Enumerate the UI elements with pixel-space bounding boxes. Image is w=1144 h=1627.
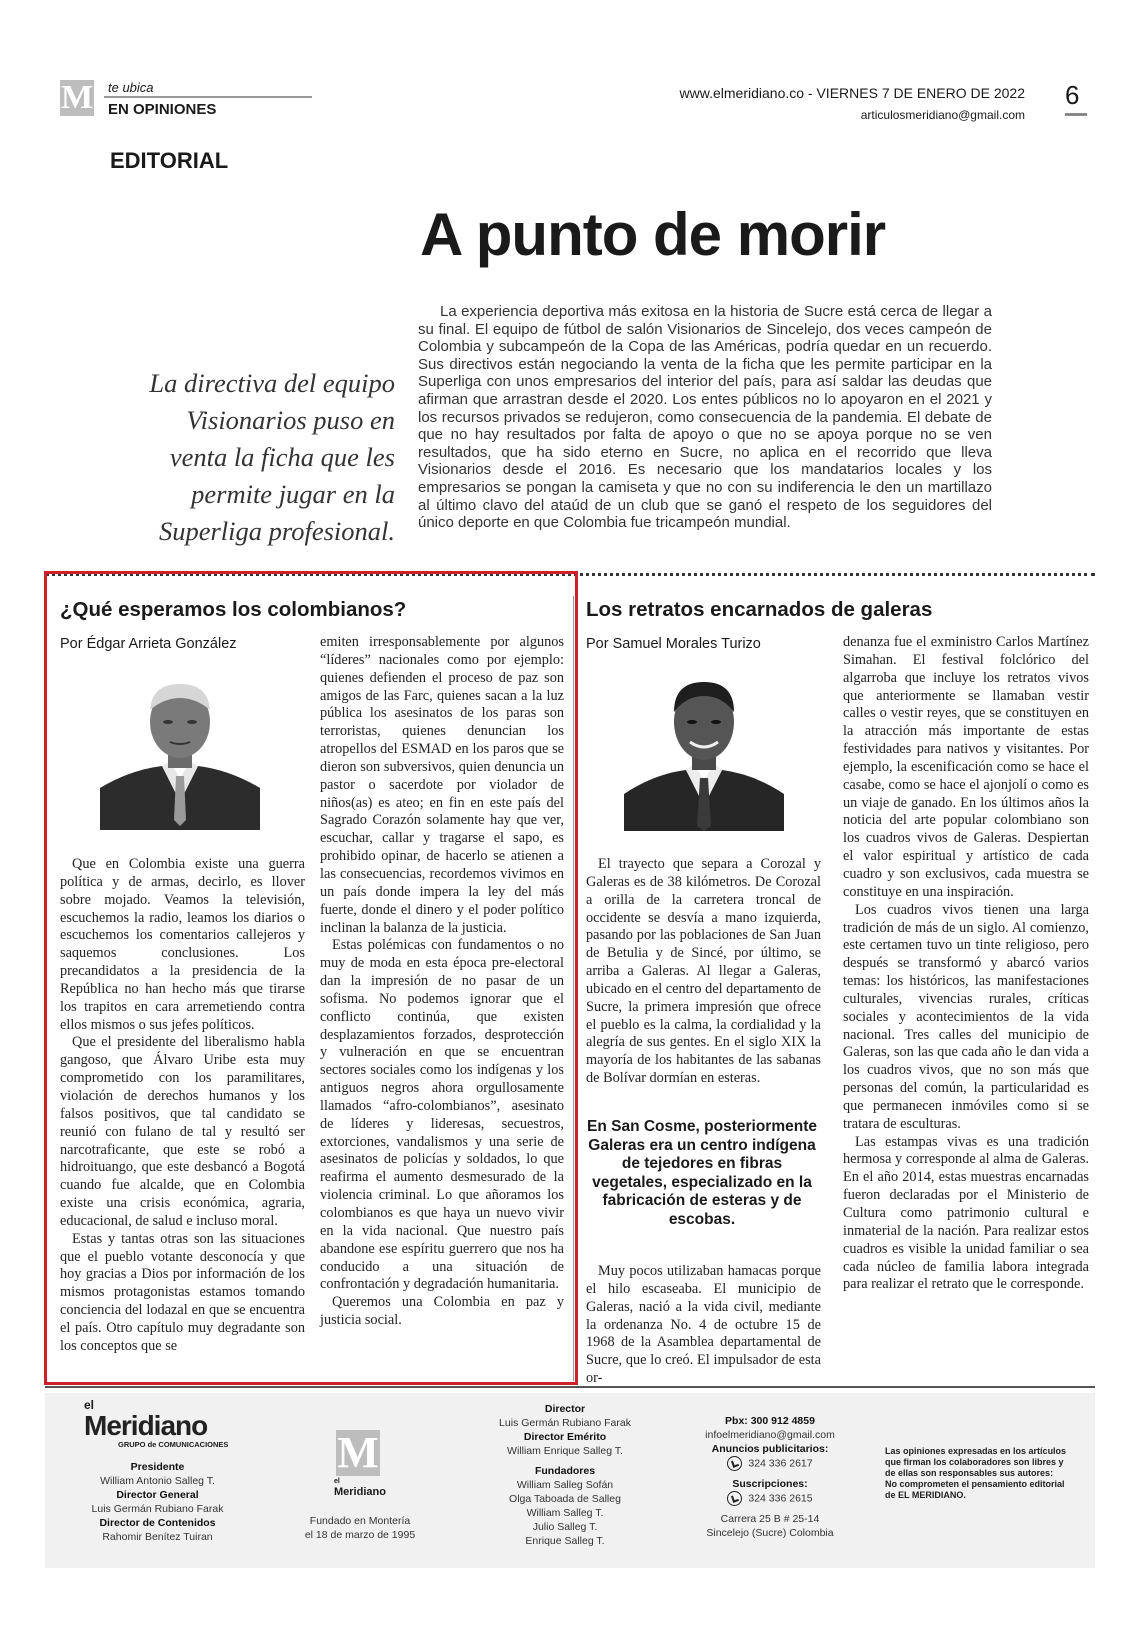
page-number-rule [1065, 113, 1087, 116]
article2-col2 [843, 634, 1089, 1294]
masthead-brand: Meridiano [84, 1410, 208, 1441]
phone: 324 336 2615 [748, 1492, 813, 1505]
header-tagline: te ubica [108, 80, 154, 95]
masthead-center [490, 1402, 640, 1548]
whatsapp-icon [727, 1456, 742, 1471]
article1-paragraph: Estas polémicas con fundamentos o no muy de moda en esta época pre-electoral dan la impresión de no pasar de un sofisma. No podemos ignorar que el conflicto continúa, que existen desplazamientos forzados, desprotección y vulneración en que se encuentran sectores sociales como los indígenas y los antiguos negros ahora orgullosamente llamados “afro-colombianos”, asesinato de líderes y lideresas, secuestros, extorciones, vandalismos y una serie de asesinatos de policías y soldados, lo que reafirma el aumento desmesurado de la violencia criminal. Lo que añoramos los colombianos es que haya un nuevo vivir en la vida nacional. Que nuestro país abandone ese espíritu guerrero que nos ha conducido a una situación de confrontación y degradación humanitaria. [320, 937, 564, 1293]
name: Luis Germán Rubiano Farak [499, 1417, 631, 1429]
label: Director [544, 1403, 586, 1415]
article1-paragraph: Estas y tantas otras son las situaciones que el pueblo votante desconocía y que hoy gracias a Dios por información de los mismos protagonistas estamos tomando conciencia del lodazal en que se encuentra el país. Otro capítulo muy degradante son los conceptos que se [60, 1230, 305, 1354]
article2-title: Los retratos encarnados de galeras [586, 598, 933, 621]
masthead-brand-sub: GRUPO de COMUNICACIONES [118, 1440, 229, 1449]
founded-logo: M [337, 1428, 379, 1477]
name: William Salleg Sofán [516, 1479, 614, 1491]
author-photo-morales [624, 666, 784, 831]
disclaimer: Las opiniones expresadas en los artículos que firman los colaboradores son libres y de ellas son responsables sus autores: No comprometen el pensamiento editorial de EL MERIDIANO. [885, 1446, 1067, 1500]
article1-paragraph: Que en Colombia existe una guerra política y de armas, decirlo, es llover sobre mojado. Veamos la televisión, escuchemos la radio, leamos los diarios o escuchemos los comentarios callejeros y saquemos conclusiones. Los precandidatos a la presidencia de la República no han hecho más que tirarse los trapitos en cara arremetiendo contra ellos mismos o sus jefes políticos. [60, 856, 305, 1033]
label: Anuncios publicitarios: [711, 1443, 829, 1455]
label: Presidente [130, 1461, 185, 1473]
article2-paragraph: Las estampas vivas es una tradición hermosa y corresponde al alma de Galeras. En el año 2014, estas muestras encarnadas fueron declaradas por el Ministerio de Cultura como patrimonio cultural e inmaterial de la nación. Para realizar estos cuadros es visible la unidad familiar o sea cada núcleo de familia labora integrada para realizar el retrato que le corresponde. [843, 1133, 1089, 1293]
article1-paragraph: emiten irresponsablemente por algunos “líderes” nacionales como por ejemplo: quienes defienden el proceso de paz son amigos de las Farc, quienes sacan a la luz pública los asesinatos de los paras son terroristas, quienes denuncian los atropellos del ESMAD en los paros que se dieron son subversivos, quien denuncia un pastor o sacerdote por violador de niños(as) es ateo; en fin en este país del Sagrado Corazón solamente hay que ver, escuchar, callar y tragarse el sapo, es prohibido opinar, de hacerlo se atienen a las consecuencias, recordemos vivimos en un país donde impera la ley del más fuerte, donde el dinero y el poder político inclinan la balanza de la justicia. [320, 634, 564, 936]
pbx: Pbx: 300 912 4859 [725, 1415, 815, 1427]
page-number: 6 [1065, 80, 1080, 110]
header-rule [104, 96, 312, 98]
founded-line: el 18 de marzo de 1995 [304, 1529, 416, 1541]
founded-logo-small: el [334, 1478, 340, 1485]
name: Enrique Salleg T. [525, 1535, 605, 1547]
article1-col2 [320, 634, 564, 1330]
article2-paragraph: El trayecto que separa a Corozal y Galeras es de 38 kilómetros. De Corozal a orilla de la carretera troncal de occidente se desvía a mano izquierda, pasando por las poblaciones de San Juan de Betulia y de Sincé, por último, se arriba a Galeras. Al llegar a Galeras, ubicado en el centro del departamento de Sucre, la primera impresión que ofrece el pueblo es la calma, la cordialidad y la alegría de sus gentes. En el siglo XIX la mayoría de los habitantes de las sabanas de Bolívar dormían en esteras. [586, 856, 821, 1087]
name: William Salleg T. [526, 1507, 604, 1519]
section-label: EDITORIAL [110, 148, 229, 173]
editorial-pullquote: La directiva del equipo Visionarios puso en venta la ficha que les permite jugar en la Superliga profesional. [149, 368, 395, 546]
footer-rule [45, 1386, 1095, 1388]
whatsapp-icon [727, 1491, 742, 1506]
article2-byline: Por Samuel Morales Turizo [586, 636, 761, 652]
editorial-lede [418, 303, 992, 532]
founded-logo-name: Meridiano [334, 1486, 386, 1498]
article1-paragraph: Que el presidente del liberalismo habla gangoso, que Álvaro Uribe esta muy comprometido con los paramilitares, violación de derechos humanos y los falsos positivos, que tal candidato se reunió con fulano de tal y resultó ser narcotraficante, que este se robó a hidroituango, que este desbancó a Bogotá cuando fue alcalde, que en Colombia existe una crisis económica, agraria, educacional, de salud e incluso moral. [60, 1034, 305, 1229]
label: Director Emérito [523, 1431, 607, 1443]
founded-info [300, 1514, 420, 1542]
label: Director de Contenidos [99, 1517, 216, 1529]
article2-col1-cont [586, 1263, 821, 1388]
name: William Antonio Salleg T. [100, 1475, 215, 1487]
article1-byline: Por Édgar Arrieta González [60, 636, 237, 652]
label: Suscripciones: [732, 1478, 808, 1490]
name: Rahomir Benítez Tuiran [102, 1531, 213, 1543]
column-divider [573, 596, 574, 1381]
editorial-headline: A punto de morir [420, 201, 886, 268]
name: Luis Germán Rubiano Farak [91, 1503, 224, 1515]
section-name: EN OPINIONES [108, 101, 217, 118]
author-photo-arrieta [100, 670, 260, 830]
meridiano-logo: M [60, 79, 94, 116]
address: Sincelejo (Sucre) Colombia [706, 1527, 834, 1539]
phone: 324 336 2617 [748, 1457, 813, 1470]
article1-col1 [60, 856, 305, 1356]
founded-line: Fundado en Montería [309, 1515, 411, 1527]
name: Julio Salleg T. [532, 1521, 598, 1533]
info-email: infoelmeridiano@gmail.com [705, 1429, 835, 1441]
label: Fundadores [534, 1465, 596, 1477]
editorial-lede-text: La experiencia deportiva más exitosa en la historia de Sucre está cerca de llegar a su final. El equipo de fútbol de salón Visionarios de Sincelejo, dos veces campeón de Colombia y subcampeón de la Copa de las Américas, podría quedar en un recuerdo. Sus directivos están negociando la venta de la ficha que les permite participar en la Superliga con unos empresarios del interior del país, para así saldar las deudas que afirman que arrastran desde el 2020. Los entes públicos no lo apoyaron en el 2021 y los recursos privados se redujeron, como consecuencia de la pandemia. El debate de que no hay resultados por falta de apoyo o que no se apoya porque no se ven resultados, que ha sido eterno en Sucre, no aplica en el recorrido que lleva Visionarios desde el 2016. Es necesario que los mandatarios locales y los empresarios se pongan la camiseta y que no con su indiferencia le den un martillazo al último clavo del ataúd de un club que se ganó el respeto de los seguidores del único deporte en que Colombia fue tricampeón mundial. [418, 303, 992, 532]
contact-email: articulosmeridiano@gmail.com [860, 108, 1025, 122]
article1-title: ¿Qué esperamos los colombianos? [60, 598, 407, 621]
article2-paragraph: Muy pocos utilizaban hamacas porque el hilo escaseaba. El municipio de Galeras, nació a la vida civil, mediante la ordenanza No. 4 de octubre 15 de 1968 de la Asamblea departamental de Sucre, que lo creó. El impulsador de esta or- [586, 1263, 821, 1387]
article2-pullquote: En San Cosme, posteriormente Galeras era un centro indígena de tejedores en fibras vegetales, especializado en la fabricación de esteras y de escobas. [587, 1118, 817, 1228]
dateline: www.elmeridiano.co - VIERNES 7 DE ENERO DE 2022 [679, 85, 1025, 101]
address: Carrera 25 B # 25-14 [720, 1513, 820, 1525]
name: William Enrique Salleg T. [507, 1445, 623, 1457]
masthead-contact [690, 1414, 850, 1540]
label: Director General [116, 1489, 199, 1501]
masthead-brand-small: el [84, 1398, 95, 1412]
article2-paragraph: denanza fue el exministro Carlos Martínez Simahan. El festival folclórico del algarroba que incluye los retratos vivos que anteriormente se llamaban vestir calles o vestir reyes, que se constituyen en la atracción más importante de estas festividades para nativos y visitantes. Por ejemplo, la escenificación como se hace el casabe, como se hace el ajonjolí o como es un viaje de ganado. En los últimos años la noticia del arte popular colombiano son los cuadros vivos de Galeras. Despiertan el valor espiritual y artístico de cada cuadro y son exclusivos, cada muestra se constituye en una inspiración. [843, 634, 1089, 900]
name: Olga Taboada de Salleg [509, 1493, 621, 1505]
article2-paragraph: Los cuadros vivos tienen una larga tradición de más de un siglo. Al comienzo, este certamen tuvo un tinte religioso, pero después se transformó y abarcó varios temas: los históricos, las manifestaciones culturales, vivencias rurales, críticas sociales y acontecimientos de la vida nacional. Tres calles del municipio de Galeras, son las que cada año le dan vida a los cuadros vivos, que no son más que personas del común, la particularidad es que permanecen inmóviles como si se tratara de esculturas. [843, 901, 1089, 1132]
article1-paragraph: Queremos una Colombia en paz y justicia social. [320, 1294, 564, 1329]
masthead-left [80, 1460, 235, 1544]
article2-col1 [586, 856, 821, 1088]
